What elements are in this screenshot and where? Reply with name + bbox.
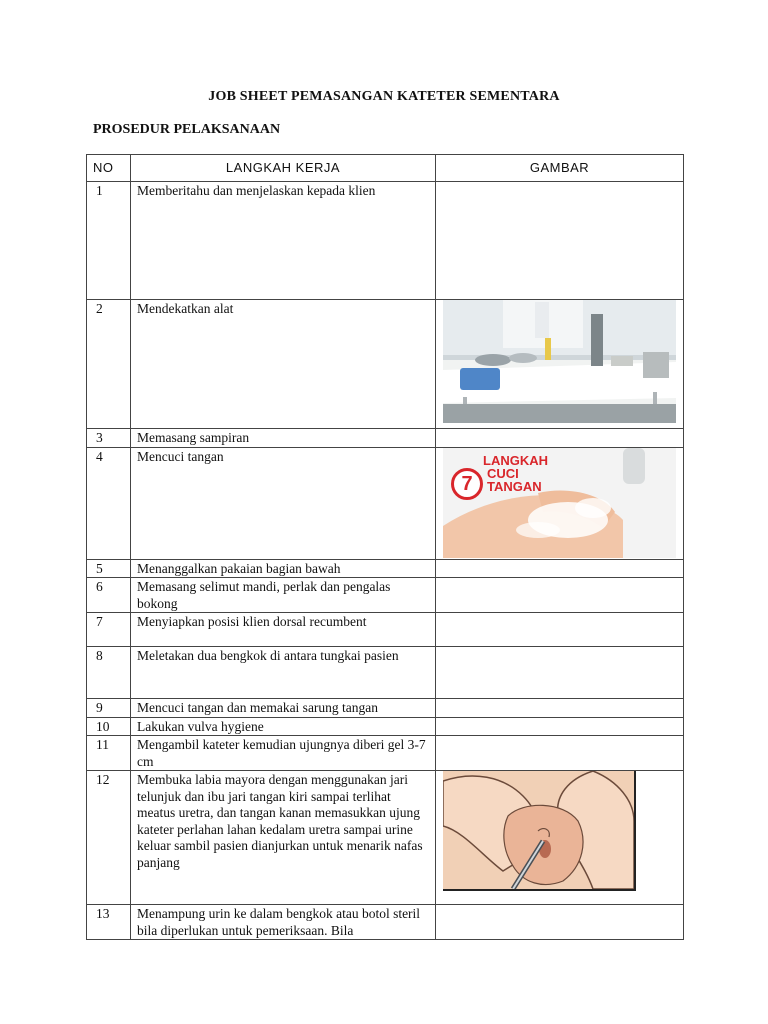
row-step: Memberitahu dan menjelaskan kepada klien: [131, 182, 436, 300]
row-step: Mendekatkan alat: [131, 300, 436, 429]
section-heading: PROSEDUR PELAKSANAAN: [93, 122, 281, 137]
row-number: 7: [87, 613, 131, 647]
handwashing-photo: [443, 448, 676, 558]
row-number: 8: [87, 647, 131, 699]
table-row: [87, 647, 684, 699]
table-row: [87, 699, 684, 718]
row-image-cell: [436, 717, 684, 736]
table-row: [87, 447, 684, 559]
trolley-illustration: [443, 300, 676, 423]
row-number: 9: [87, 699, 131, 718]
row-step: Mencuci tangan: [131, 447, 436, 559]
row-step: Memasang sampiran: [131, 429, 436, 448]
header-gambar: GAMBAR: [436, 155, 684, 182]
table-row: [87, 559, 684, 578]
table-row: [87, 771, 684, 905]
catheter-icon: [443, 771, 634, 889]
row-image-cell: [436, 613, 684, 647]
header-langkah-kerja: LANGKAH KERJA: [131, 155, 436, 182]
washing-hands-icon: [443, 448, 676, 558]
handwash-caption: [483, 454, 548, 493]
table-row: [87, 182, 684, 300]
table-row: [87, 736, 684, 771]
table-row: [87, 300, 684, 429]
caption-line-1: LANGKAH: [483, 452, 548, 468]
table-row: [87, 578, 684, 613]
row-step: Menampung urin ke dalam bengkok atau botol steril bila diperlukan untuk pemeriksaan. Bila: [131, 905, 436, 940]
row-image-cell: [436, 300, 684, 429]
step-number-badge: 7: [451, 468, 483, 500]
row-number: 11: [87, 736, 131, 771]
row-step: Lakukan vulva hygiene: [131, 717, 436, 736]
row-number: 13: [87, 905, 131, 940]
row-image-cell: [436, 182, 684, 300]
row-number: 4: [87, 447, 131, 559]
row-step: Mencuci tangan dan memakai sarung tangan: [131, 699, 436, 718]
page-title: JOB SHEET PEMASANGAN KATETER SEMENTARA: [208, 89, 560, 104]
row-step: Menanggalkan pakaian bagian bawah: [131, 559, 436, 578]
table-header-row: [87, 155, 684, 182]
row-number: 5: [87, 559, 131, 578]
row-step: Menyiapkan posisi klien dorsal recumbent: [131, 613, 436, 647]
row-step: Membuka labia mayora dengan menggunakan jari telunjuk dan ibu jari tangan kiri sampai terlihat meatus uretra, dan tangan kanan memasukkan ujung kateter perlahan lahan kedalam uretra sampai urine keluar sambil pasien dianjurkan untuk menarik nafas panjang: [131, 771, 436, 905]
equipment-trolley-photo: [443, 300, 676, 423]
row-image-cell: [436, 429, 684, 448]
table-row: [87, 717, 684, 736]
row-number: 12: [87, 771, 131, 905]
table-row: [87, 429, 684, 448]
header-no: NO: [87, 155, 131, 182]
row-step: Meletakan dua bengkok di antara tungkai pasien: [131, 647, 436, 699]
row-image-cell: [436, 905, 684, 940]
row-image-cell: [436, 736, 684, 771]
caption-line-2: CUCI: [487, 465, 519, 481]
row-number: 6: [87, 578, 131, 613]
row-image-cell: [436, 578, 684, 613]
row-number: 1: [87, 182, 131, 300]
row-image-cell: [436, 559, 684, 578]
row-image-cell: [436, 699, 684, 718]
row-number: 3: [87, 429, 131, 448]
table-row: [87, 905, 684, 940]
row-image-cell: [436, 771, 684, 905]
table-row: [87, 613, 684, 647]
row-step: Mengambil kateter kemudian ujungnya diberi gel 3-7 cm: [131, 736, 436, 771]
row-image-cell: [436, 647, 684, 699]
row-step: Memasang selimut mandi, perlak dan pengalas bokong: [131, 578, 436, 613]
caption-line-3: TANGAN: [487, 478, 542, 494]
row-number: 2: [87, 300, 131, 429]
procedure-table: [86, 154, 684, 940]
row-image-cell: [436, 447, 684, 559]
catheter-insertion-illustration: [443, 771, 636, 891]
row-number: 10: [87, 717, 131, 736]
